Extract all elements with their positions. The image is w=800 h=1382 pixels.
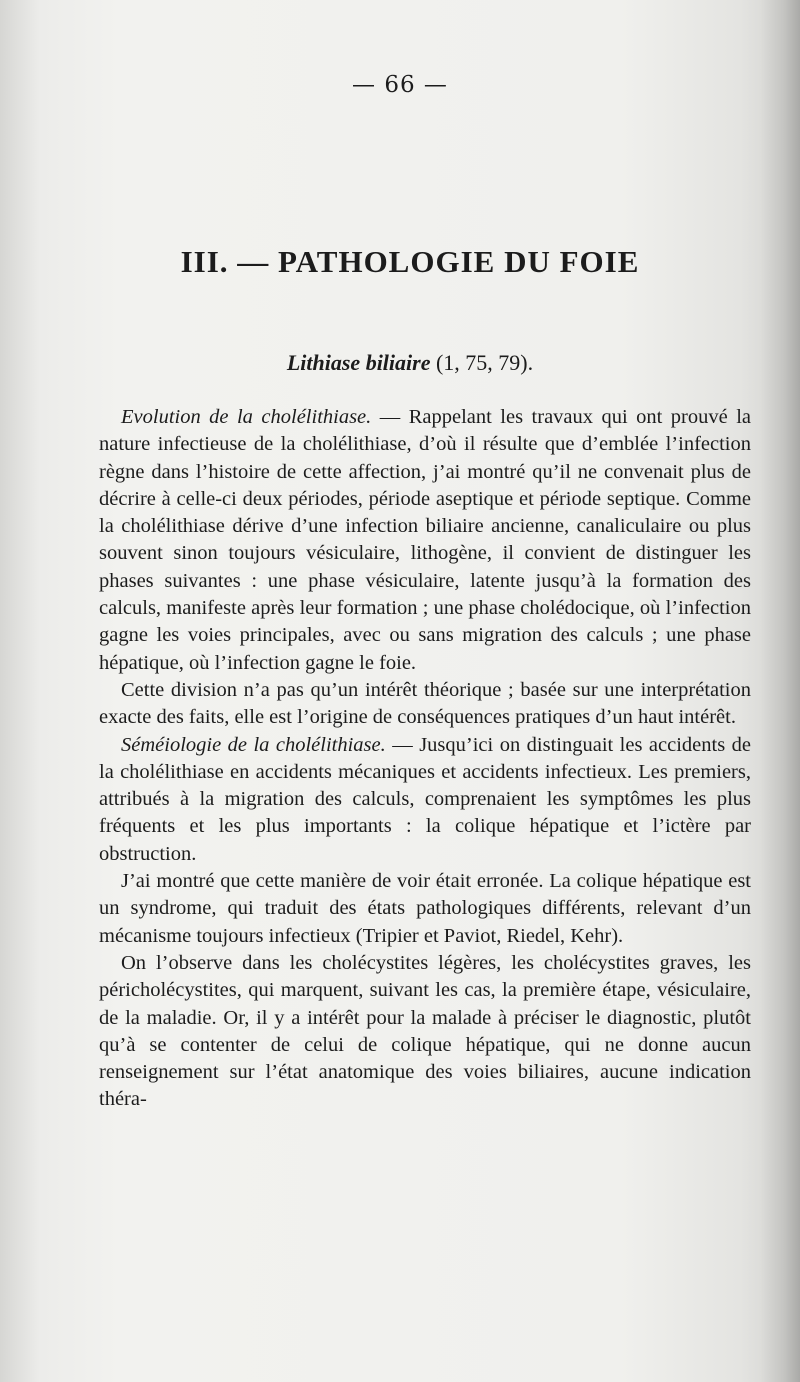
paragraph-text: J’ai montré que cette manière de voir était erronée. La colique hépatique est un syndrome, qui traduit des états pathologiques différents, relevant d’un mécanisme toujours infectieux (Tripier et Paviot, Riedel, Kehr). bbox=[99, 870, 751, 947]
body-text bbox=[99, 404, 751, 1114]
paragraph bbox=[99, 868, 751, 950]
paragraph-text: — Rappelant les travaux qui ont prouvé la nature infectieuse de la cholélithiase, d’où il résulte que d’emblée l’infection règne dans l’histoire de cette affection, j’ai montré qu’il ne convenait plus de décrire à celle-ci deux périodes, période aseptique et période septique. Comme la cholélithiase dérive d’une infection biliaire ancienne, canaliculaire ou plus souvent sinon toujours vésiculaire, lithogène, il convient de distinguer les phases suivantes : une phase vésiculaire, latente jusqu’à la formation des calculs, manifeste après leur formation ; une phase cholédocique, où l’infection gagne les voies principales, avec ou sans migration des calculs ; une phase hépatique, où l’infection gagne le foie. bbox=[99, 406, 751, 674]
paragraph-text: — Jusqu’ici on distinguait les accidents de la cholélithiase en accidents mécaniques et accidents infectieux. Les premiers, attribués à la migration des calculs, comprenaient les symptômes les plus fréquents et les plus importants : la colique hépatique et l’ictère par obstruction. bbox=[99, 733, 751, 865]
paragraph bbox=[99, 677, 751, 732]
section-heading bbox=[100, 350, 720, 376]
paragraph bbox=[99, 404, 751, 677]
page-gutter-shadow bbox=[760, 0, 800, 1382]
paragraph-lead: Séméiologie de la cholélithiase. bbox=[121, 733, 386, 756]
paragraph bbox=[99, 950, 751, 1114]
section-title: Lithiase biliaire bbox=[286, 350, 431, 375]
paragraph-text: Cette division n’a pas qu’un intérêt théorique ; basée sur une interprétation exacte des faits, elle est l’origine de conséquences pratiques d’un haut intérêt. bbox=[99, 678, 751, 729]
section-references: (1, 75, 79). bbox=[435, 350, 534, 375]
chapter-title: III. — PATHOLOGIE DU FOIE bbox=[180, 244, 640, 279]
paragraph-text: On l’observe dans les cholécystites légères, les cholécystites graves, les péricholécystites, qui marquent, suivant les cas, la première étape, vésiculaire, de la maladie. Or, il y a intérêt pour la malade à préciser le diagnostic, plutôt qu’à se contenter de celui de colique hépatique, qui ne donne aucun renseignement sur l’état anatomique des voies biliaires, aucune indication théra- bbox=[99, 951, 751, 1111]
paragraph-lead: Evolution de la cholélithiase. bbox=[121, 406, 372, 428]
paragraph bbox=[99, 732, 751, 868]
page-number: — 66 — bbox=[352, 72, 448, 98]
